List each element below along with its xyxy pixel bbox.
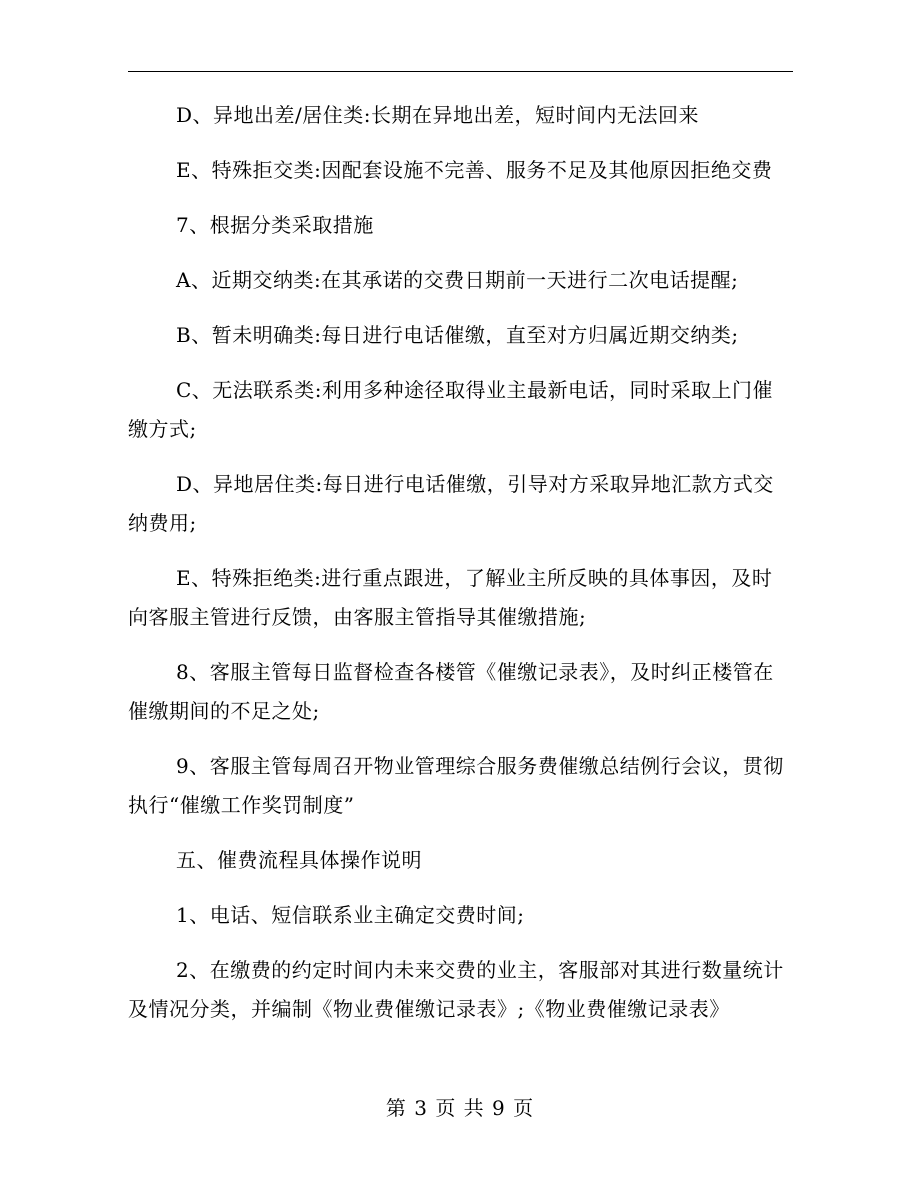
- paragraph: A、近期交纳类:在其承诺的交费日期前一天进行二次电话提醒;: [176, 268, 739, 292]
- paragraph: 2、在缴费的约定时间内未来交费的业主，客服部对其进行数量统计及情况分类，并编制《物业费催缴记录表》;《物业费催缴记录表》: [128, 958, 784, 1021]
- paragraph: E、特殊拒交类:因配套设施不完善、服务不足及其他原因拒绝交费: [176, 158, 773, 182]
- paragraph: 7、根据分类采取措施: [176, 213, 374, 237]
- header-rule: [128, 71, 793, 72]
- paragraph: 8、客服主管每日监督检查各楼管《催缴记录表》，及时纠正楼管在催缴期间的不足之处;: [128, 660, 774, 723]
- paragraph: D、异地出差/居住类:长期在异地出差，短时间内无法回来: [176, 103, 700, 127]
- section-heading: 五、催费流程具体操作说明: [176, 848, 422, 872]
- document-body: [128, 96, 792, 1045]
- paragraph: D、异地居住类:每日进行电话催缴，引导对方采取异地汇款方式交纳费用;: [128, 472, 774, 535]
- paragraph: E、特殊拒绝类:进行重点跟进，了解业主所反映的具体事因，及时向客服主管进行反馈，由客服主管指导其催缴措施;: [128, 566, 773, 629]
- paragraph: B、暂未明确类:每日进行电话催缴，直至对方归属近期交纳类;: [176, 323, 739, 347]
- paragraph: C、无法联系类:利用多种途径取得业主最新电话，同时采取上门催缴方式;: [128, 378, 774, 441]
- paragraph: 1、电话、短信联系业主确定交费时间;: [176, 903, 525, 927]
- page-number: 第 3 页 共 9 页: [385, 1096, 535, 1120]
- paragraph: 9、客服主管每周召开物业管理综合服务费催缴总结例行会议，贯彻执行“催缴工作奖罚制度”: [128, 754, 784, 817]
